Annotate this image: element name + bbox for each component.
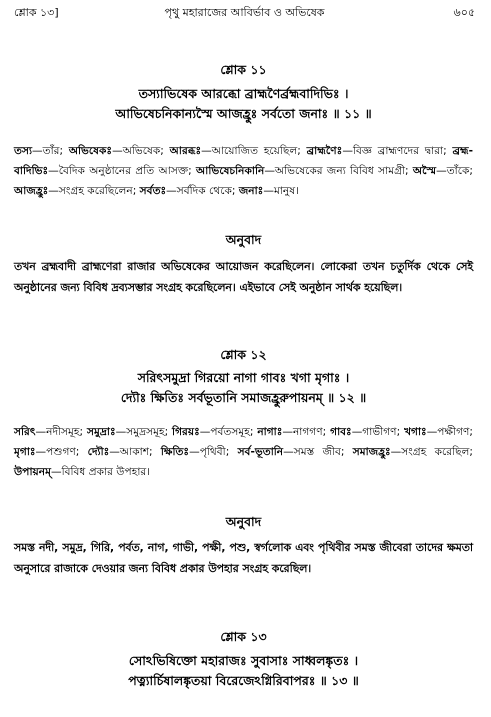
sanskrit-word: অস্মৈ xyxy=(412,165,437,177)
word-meaning: তাঁকে; xyxy=(446,165,473,177)
header-verse-ref: শ্লোক ১৩] xyxy=(14,6,59,19)
sanskrit-word: আভিষেচনিকানি xyxy=(196,165,265,177)
sanskrit-word: খগাঃ xyxy=(404,426,427,438)
sanskrit-word: সরিৎ xyxy=(14,426,36,438)
sanskrit-word: তস্য xyxy=(14,145,33,157)
sanskrit-word: নাগাঃ xyxy=(257,426,283,438)
word-meaning: বৈদিক অনুষ্ঠানের প্রতি আসক্ত; xyxy=(58,165,197,177)
verse-line: পত্ন্যার্চিষালঙ্কৃতয়া বিরেজেঽগ্নিরিবাপরঃ ॥ ১৩ ॥ xyxy=(128,673,359,688)
verse-line: সোঽভিষিক্তো মহারাজঃ সুবাসাঃ সাধ্বলঙ্কৃতঃ । xyxy=(128,653,359,668)
verse-line: আভিষেচনিকান্যস্মৈ আজহ্রুঃ সর্বতো জনাঃ ॥ ১১ ॥ xyxy=(115,106,372,121)
sloka-11-title: শ্লোক ১১ xyxy=(220,62,267,77)
word-meaning: পশুগণ; xyxy=(46,446,88,458)
word-meaning: পক্ষীগণ; xyxy=(437,426,474,438)
header-chapter-title: পৃথু মহারাজের আবির্ভাব ও অভিষেক xyxy=(164,6,325,19)
page-number: ৬০৫ xyxy=(453,6,475,19)
sanskrit-word: দ্যৌঃ xyxy=(87,446,110,458)
sloka-12-word-meanings: সরিৎ—নদীসমূহ; সমুদ্রাঃ—সমুদ্রসমূহ; গিরয়ঃ—পর্বতসমূহ; নাগাঃ—নাগগণ; গাবঃ—গাভীগণ; খগাঃ—পক্ষীগণ; মৃগাঃ—পশুগণ; দ্যৌঃ—আকাশ; ক্ষিতিঃ—পৃথিবী; সর্ব-ভূতানি—সমস্ত জীব; সমাজহ্রুঃ—সংগ্রহ করেছিল; উপায়নম্—বিবিধ প্রকার উপহার। xyxy=(14,426,474,478)
word-meaning: আয়োজিত হয়েছিল; xyxy=(211,145,307,157)
sloka-12-verse xyxy=(14,368,473,408)
sloka-11-word-meanings: তস্য—তাঁর; অভিষেকঃ—অভিষেক; আরব্ধঃ—আয়োজিত হয়েছিল; ব্রাহ্মণৈঃ—বিজ্ঞ ব্রাহ্মণদের দ্বারা; ব্রহ্ম-বাদিভিঃ—বৈদিক অনুষ্ঠানের প্রতি আসক্ত; আভিষেচনিকানি—অভিষেকের জন্য বিবিধ সামগ্রী; অস্মৈ—তাঁকে; আজহ্রুঃ—সংগ্রহ করেছিলেন; সর্বতঃ—সর্বদিক থেকে; জনাঃ—মানুষ। xyxy=(14,145,473,197)
sanskrit-word: সমুদ্রাঃ xyxy=(86,426,116,438)
word-meaning: সমস্ত জীব; xyxy=(293,446,353,458)
sloka-11-translation-title: অনুবাদ xyxy=(225,232,262,247)
sanskrit-word: আরব্ধঃ xyxy=(169,145,202,157)
sanskrit-word: আজহ্রুঃ xyxy=(14,185,49,197)
word-meaning: বিবিধ প্রকার উপহার। xyxy=(61,466,151,478)
sanskrit-word: মৃগাঃ xyxy=(14,446,36,458)
word-meaning: অভিষেক; xyxy=(122,145,170,157)
sanskrit-word: অভিষেকঃ xyxy=(68,145,113,157)
word-meaning: তাঁর; xyxy=(42,145,69,157)
sloka-12-translation: সমস্ত নদী, সমুদ্র, গিরি, পর্বত, নাগ, গাভী, পক্ষী, পশু, স্বর্গলোক এবং পৃথিবীর সমস্ত জীবেরা তাদের ক্ষমতা অনুসারে রাজাকে দেওয়ার জন্য বিবিধ প্রকার উপহার সংগ্রহ করেছিল। xyxy=(14,541,473,575)
word-meaning: সর্বদিক থেকে; xyxy=(176,185,239,197)
word-meaning: গাভীগণ; xyxy=(362,426,405,438)
sanskrit-word: গাবঃ xyxy=(330,426,352,438)
sloka-11-verse xyxy=(14,84,473,124)
word-meaning: মানুষ। xyxy=(273,185,299,197)
word-meaning: পৃথিবী; xyxy=(199,446,238,458)
sanskrit-word: সর্বতঃ xyxy=(139,185,167,197)
running-header xyxy=(14,4,475,24)
word-meaning: বিজ্ঞ ব্রাহ্মণদের দ্বারা; xyxy=(352,145,453,157)
verse-line: দ্যৌঃ ক্ষিতিঃ সর্বভূতানি সমাজহ্রুরুপায়নম্ ॥ ১২ ॥ xyxy=(120,390,367,405)
word-meaning: পর্বতসমূহ; xyxy=(210,426,258,438)
sloka-11-translation: তখন ব্রহ্মবাদী ব্রাহ্মণেরা রাজার অভিষেকের আয়োজন করেছিলেন। লোকেরা তখন চতুর্দিক থেকে সেই অনুষ্ঠানের জন্য বিবিধ দ্রব্যসম্ভার সংগ্রহ করেছিলেন। এইভাবে সেই অনুষ্ঠান সার্থক হয়েছিল। xyxy=(14,260,473,294)
sanskrit-word: সমাজহ্রুঃ xyxy=(352,446,391,458)
sloka-12-title: শ্লোক ১২ xyxy=(220,347,267,362)
sanskrit-word: ক্ষিতিঃ xyxy=(160,446,190,458)
sanskrit-word: ব্রাহ্মণৈঃ xyxy=(306,145,343,157)
word-meaning: সংগ্রহ করেছিলেন; xyxy=(58,185,140,197)
verse-line: তস্যাভিষেক আরব্ধো ব্রাহ্মণৈর্ব্রহ্মবাদিভিঃ । xyxy=(138,86,349,101)
sanskrit-word: গিরয়ঃ xyxy=(172,426,200,438)
sloka-12-translation-title: অনুবাদ xyxy=(225,514,262,529)
word-meaning: সমুদ্রসমূহ; xyxy=(126,426,173,438)
verse-line: সরিৎসমুদ্রা গিরয়ো নাগা গাবঃ খগা মৃগাঃ । xyxy=(137,370,350,385)
sloka-13-verse xyxy=(14,651,473,691)
sanskrit-word: জনাঃ xyxy=(238,185,264,197)
word-meaning: অভিষেকের জন্য বিবিধ সামগ্রী; xyxy=(274,165,413,177)
word-meaning: আকাশ; xyxy=(119,446,161,458)
sloka-13-title: শ্লোক ১৩ xyxy=(220,629,267,644)
word-meaning: নাগগণ; xyxy=(292,426,331,438)
sanskrit-word: সর্ব-ভূতানি xyxy=(237,446,284,458)
sanskrit-word: উপায়নম্ xyxy=(14,466,51,478)
word-meaning: নদীসমূহ; xyxy=(46,426,87,438)
word-meaning: সংগ্রহ করেছিল; xyxy=(401,446,473,458)
sanskrit-word: ব্রহ্ম-বাদিভিঃ xyxy=(14,145,473,177)
